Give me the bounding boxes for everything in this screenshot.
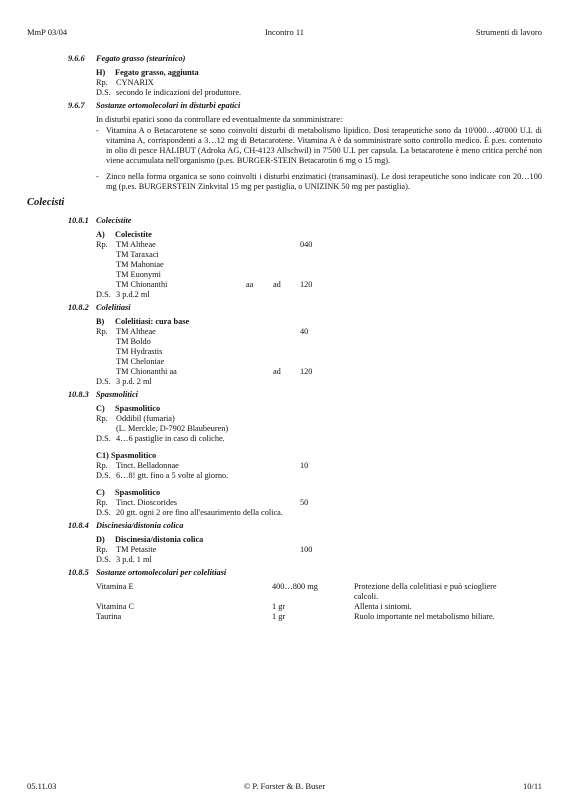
substance-effect: Protezione della colelitiasi e può sciogliere calcoli. xyxy=(354,582,497,601)
rx-line: Rp. Tinct. Belladonnae 10 xyxy=(96,461,309,470)
subsection-heading-1082: 10.8.2 Colelitiasi xyxy=(68,303,131,312)
rx-line: TM Chionanthi aa ad 120 xyxy=(116,367,313,376)
ds-line: D.S. 20 gtt. ogni 2 ore fino all'esaurimento della colica. xyxy=(96,508,283,517)
header-right: Strumenti di lavoro xyxy=(475,27,542,37)
substance-name: Vitamina C xyxy=(96,602,134,611)
ds-line: D.S. 3 p.d. 1 ml xyxy=(96,555,152,564)
rx-line: Rp. CYNARIX xyxy=(96,78,154,87)
ds-line: D.S. 4…6 pastiglie in caso di coliche. xyxy=(96,434,225,443)
rx-line: TM Taraxaci xyxy=(116,250,159,259)
substance-name: Taurina xyxy=(96,612,122,621)
paragraph-intro: In disturbi epatici sono da controllare ed eventualmente da somministrare: xyxy=(96,115,343,124)
subsection-heading-966 xyxy=(68,54,569,64)
subsection-heading-1084: 10.8.4 Discinesia/distonia colica xyxy=(68,521,184,530)
subsection-heading-967 xyxy=(68,101,569,111)
subsection-heading-1081: 10.8.1 Colecistite xyxy=(68,216,132,225)
ds-line: D.S. 3 p.d. 2 ml xyxy=(96,377,152,386)
substance-name: Vitamina E xyxy=(96,582,134,591)
subsection-heading-1083: 10.8.3 Spasmolitici xyxy=(68,390,138,399)
subsection-number: 9.6.7 xyxy=(68,101,85,110)
substance-dose: 1 gr xyxy=(272,612,286,621)
substance-dose: 1 gr xyxy=(272,602,286,611)
subsection-number: 9.6.6 xyxy=(68,54,85,63)
prescription-title: H) Fegato grasso, aggiunta xyxy=(96,68,199,77)
header-left: MmP 03/04 xyxy=(27,27,68,37)
prescription-c xyxy=(96,404,569,444)
subsection-title: Sostanze ortomolecolari in disturbi epatici xyxy=(96,101,241,110)
prescription-title: C) Spasmolitico xyxy=(96,488,161,497)
ds-line: D.S. 6…8! gtt. fino a 5 volte al giorno. xyxy=(96,471,229,480)
header-center: Incontro 11 xyxy=(264,27,305,37)
prescription-title: C) Spasmolitico xyxy=(96,404,161,413)
substance-effect: Ruolo importante nel metabolismo biliare. xyxy=(354,612,495,621)
table-row xyxy=(96,612,569,622)
bullet-vitamin-a: - Vitamina A o Betacarotene se sono coinvolti disturbi di metabolismo lipidico. Dosi terapeutiche sono da 10'000…40'000 U.I. di vitamina A, corrispondenti a 3…12 mg di Betacarotene. Vitamina A è da somministrare sotto controllo medico. È p.es. contenuto in olio di pesce HALIBUT (Adroka AG, CH-4123 Allschwil) in 7'500 U.I. per capsula. La betacarotene è meno critica perché non viene accumulata nell'organismo (p.es. BURGER-STEIN Betacarotin 6 mg o 15 mg). xyxy=(96,126,542,165)
rx-line: Rp. TM Petasite 100 xyxy=(96,545,313,554)
rx-line: TM Boldo xyxy=(116,337,151,346)
prescription-h xyxy=(96,68,569,98)
footer-date: 05.11.03 xyxy=(27,781,57,791)
prescription-a xyxy=(96,230,569,300)
prescription-title: B) Colelitiasi: cura base xyxy=(96,317,190,326)
rx-line: Rp. Tinct. Dioscorides 50 xyxy=(96,498,309,507)
rx-line: TM Cheloniae xyxy=(116,357,165,366)
prescription-title: A) Colecistite xyxy=(96,230,152,239)
subsection-title: Fegato grasso (stearinico) xyxy=(96,54,186,63)
ds-line: D.S. secondo le indicazioni del produttore. xyxy=(96,88,242,97)
rx-line: TM Hydrastis xyxy=(116,347,163,356)
substance-dose: 400…800 mg xyxy=(272,582,318,591)
footer-copyright: © P. Forster & B. Buser xyxy=(243,781,326,791)
page-content xyxy=(0,51,569,622)
table-row xyxy=(96,602,569,612)
rx-line: Rp. TM Altheae 040 xyxy=(96,240,313,249)
rx-line: TM Chionanthi aa ad 120 xyxy=(116,280,313,289)
prescription-c1 xyxy=(96,451,569,481)
bullet-zinc: - Zinco nella forma organica se sono coinvolti i disturbi enzimatici (transaminasi). Le dosi terapeutiche sono indicate con 20…100 mg (p.es. BURGERSTEIN Zinkvital 15 mg per pastiglia, o UNIZINK 50 mg per pastiglia). xyxy=(96,172,542,191)
rx-line: Rp. TM Altheae 40 xyxy=(96,327,309,336)
prescription-c2 xyxy=(96,488,569,518)
orthomolecular-table xyxy=(96,582,569,622)
subsection-heading-1085: 10.8.5 Sostanze ortomolecolari per colelitiasi xyxy=(68,568,227,577)
rx-line: (L. Merckle, D-7902 Blaubeuren) xyxy=(116,424,229,433)
prescription-title: D) Discinesia/distonia colica xyxy=(96,535,204,544)
prescription-d xyxy=(96,535,569,565)
ds-line: D.S. 3 p.d.2 ml xyxy=(96,290,150,299)
prescription-b xyxy=(96,317,569,387)
rx-line: TM Mahoniae xyxy=(116,260,164,269)
prescription-title: C1) Spasmolitico xyxy=(96,451,157,460)
rx-line: TM Euonymi xyxy=(116,270,161,279)
section-heading-colecisti: Colecisti xyxy=(27,197,65,208)
rx-line: Rp. Oddibil (fumaria) xyxy=(96,414,175,423)
table-row xyxy=(96,582,569,602)
substance-effect: Allenta i sintomi. xyxy=(354,602,412,611)
footer-page-number: 10/11 xyxy=(522,781,542,791)
